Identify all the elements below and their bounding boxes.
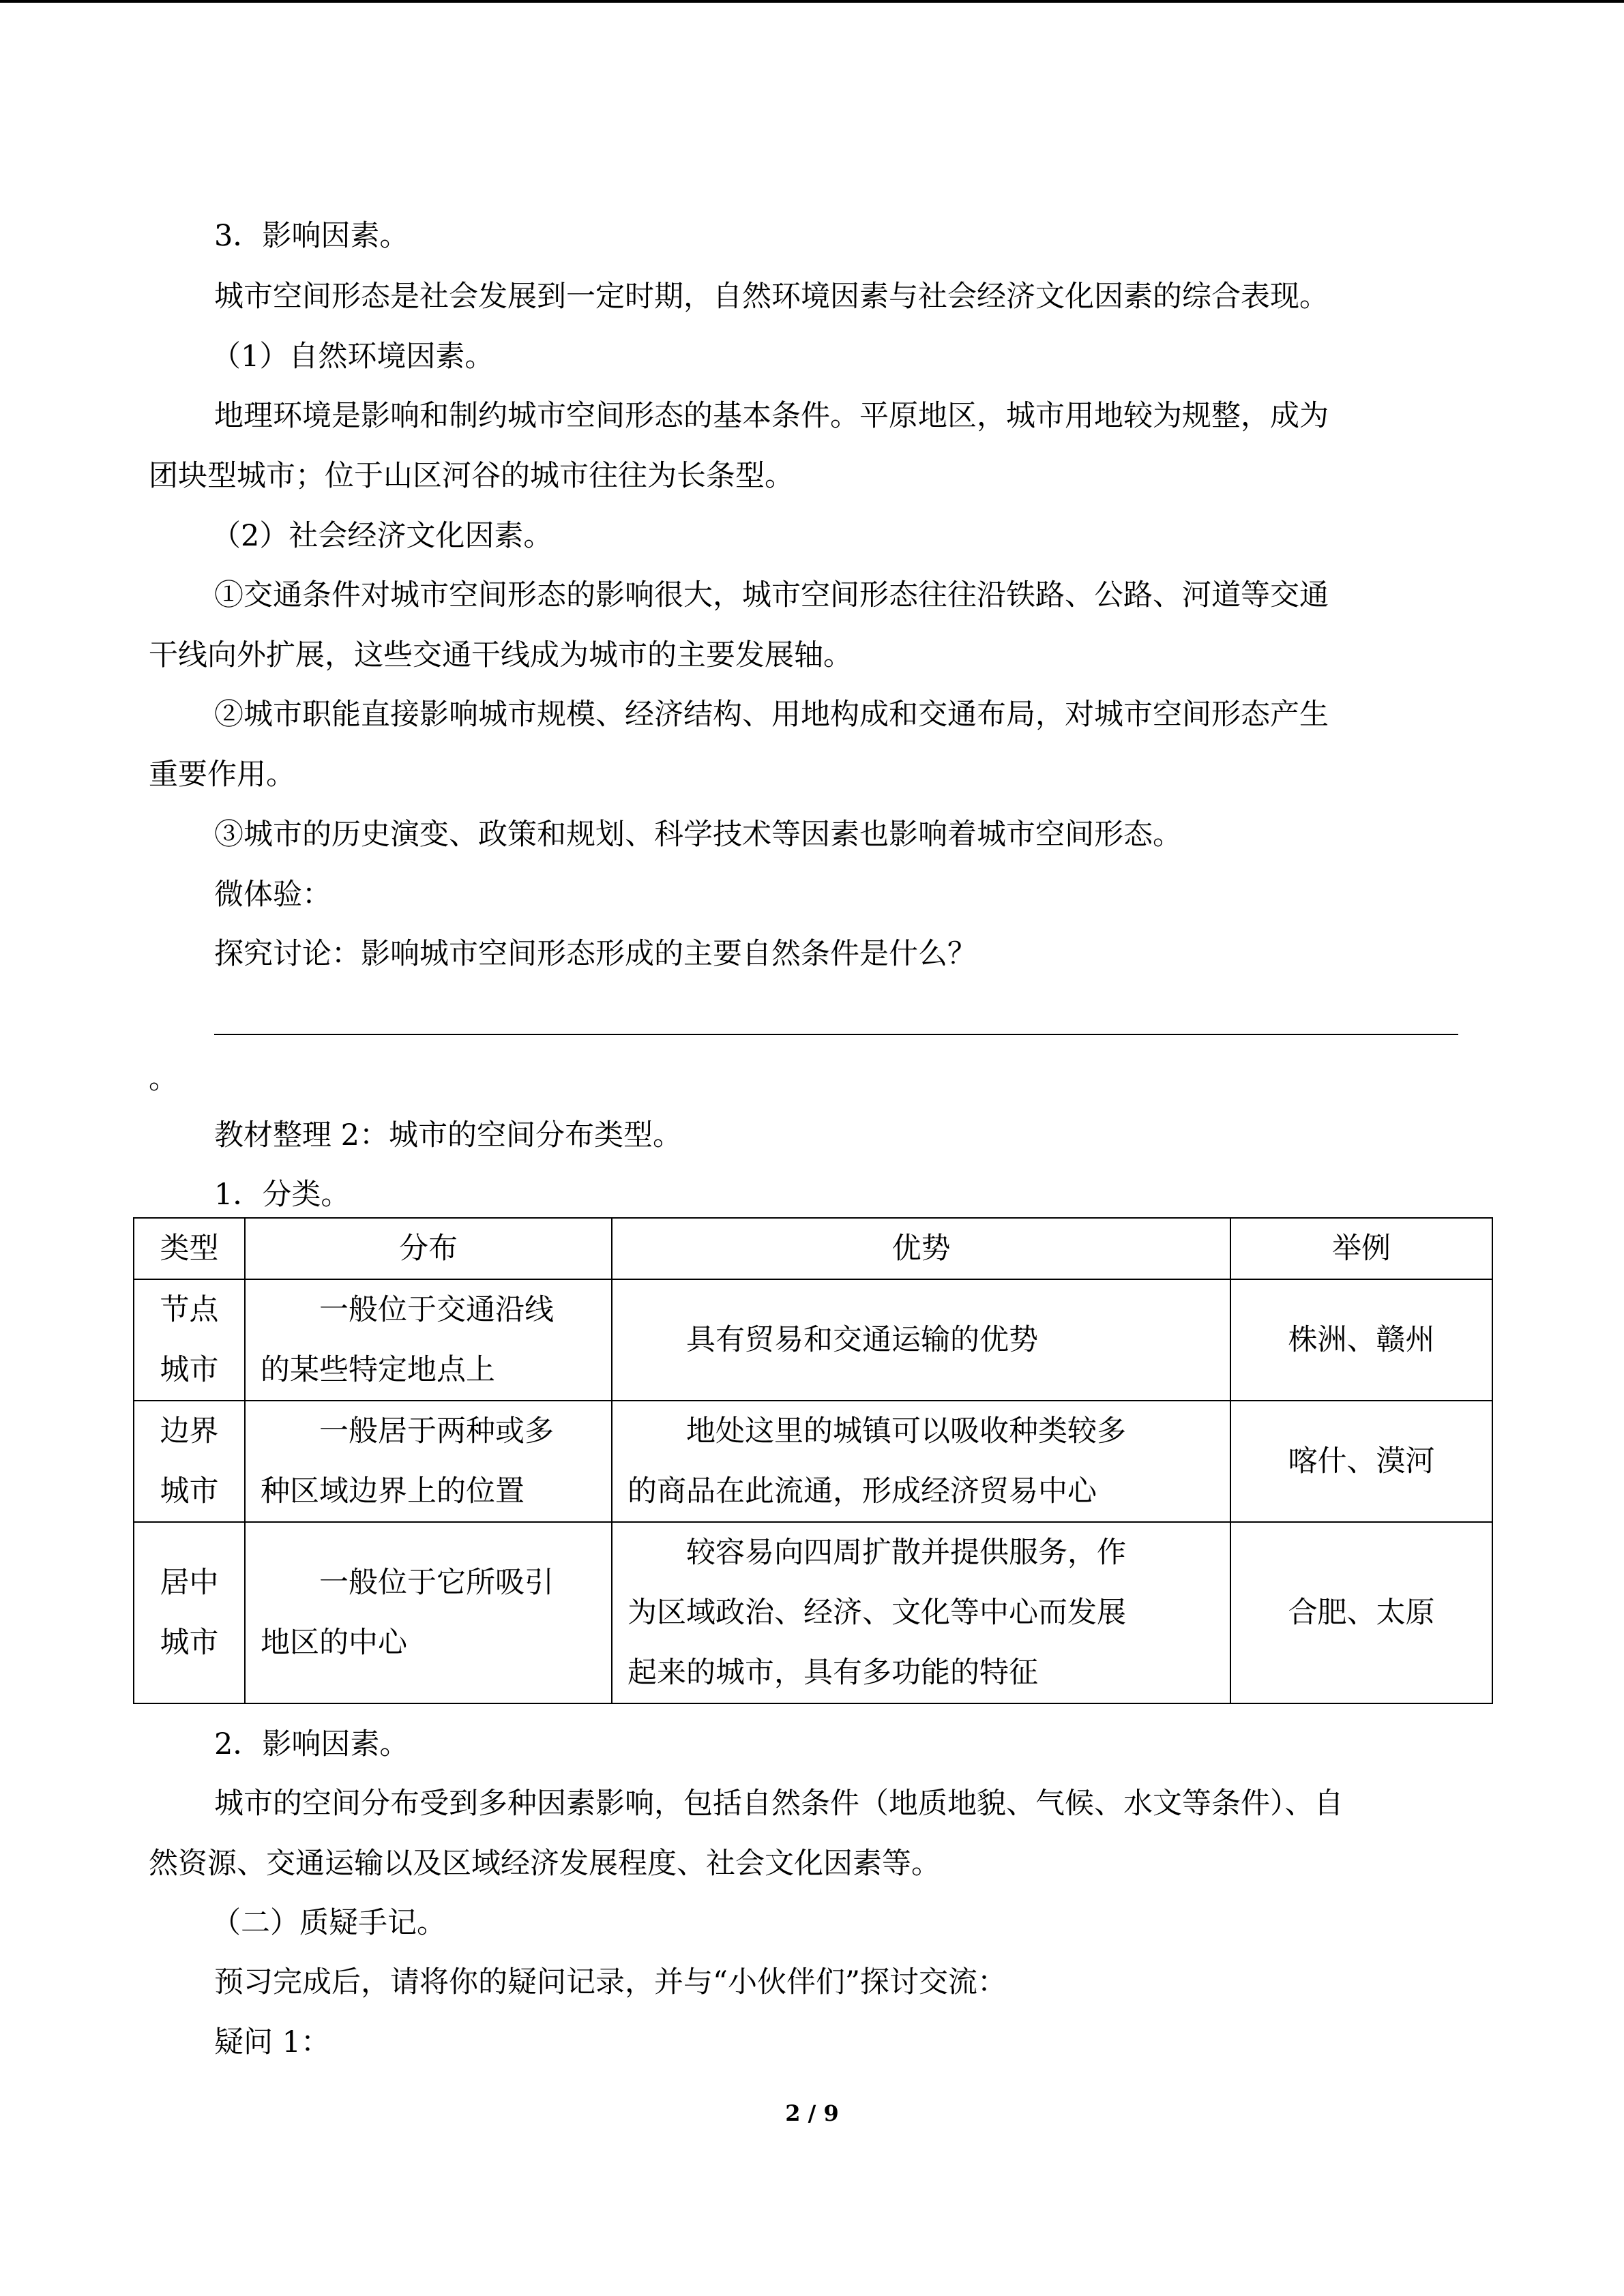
type-line: 城市: [160, 1626, 219, 1660]
type-line: 节点: [160, 1293, 219, 1327]
cell-distribution: [245, 1401, 612, 1522]
table-row: [134, 1401, 1492, 1522]
header-advantage: 优势: [612, 1218, 1230, 1279]
natural-text-1: 地理环境是影响和制约城市空间形态的基本条件。平原地区，城市用地较为规整，成为: [214, 399, 1329, 433]
header-type: 类型: [134, 1218, 245, 1279]
advantage-line: 具有贸易和交通运输的优势: [686, 1323, 1038, 1357]
distribution-line: 一般位于它所吸引: [319, 1566, 554, 1600]
advantage-line: 的商品在此流通，形成经济贸易中心: [628, 1474, 1097, 1508]
cell-example: 喀什、漠河: [1230, 1401, 1492, 1522]
cell-distribution: [245, 1522, 612, 1703]
table-row: [134, 1279, 1492, 1401]
natural-heading: （1）自然环境因素。: [211, 340, 494, 374]
factors-2-text-1: 城市的空间分布受到多种因素影响，包括自然条件（地质地貌、气候、水文等条件）、自: [214, 1787, 1344, 1821]
point1-line2: 干线向外扩展，这些交通干线成为城市的主要发展轴。: [149, 638, 853, 672]
type-line: 城市: [160, 1474, 219, 1508]
cell-distribution: [245, 1279, 612, 1401]
cell-advantage: [612, 1401, 1230, 1522]
distribution-line: 一般居于两种或多: [319, 1414, 554, 1448]
cell-example: 合肥、太原: [1230, 1522, 1492, 1703]
notes-text: 预习完成后，请将你的疑问记录，并与“小伙伴们”探讨交流：: [214, 1965, 1007, 1999]
type-line: 居中: [160, 1566, 219, 1600]
mini-experience-label: 微体验：: [214, 878, 331, 912]
factors-2-text-2: 然资源、交通运输以及区域经济发展程度、社会文化因素等。: [149, 1847, 941, 1881]
notes-heading: （二）质疑手记。: [211, 1906, 446, 1940]
answer-blank-line[interactable]: [214, 1034, 1458, 1035]
factors-heading: 3．影响因素。: [214, 219, 409, 253]
factors-intro: 城市空间形态是社会发展到一定时期，自然环境因素与社会经济文化因素的综合表现。: [214, 280, 1329, 314]
type-line: 边界: [160, 1414, 219, 1448]
question-1-label: 疑问 1：: [214, 2025, 331, 2059]
classification-heading: 1．分类。: [214, 1178, 351, 1212]
cell-type: [134, 1522, 245, 1703]
city-type-table: [133, 1217, 1493, 1704]
point1-line1: ①交通条件对城市空间形态的影响很大，城市空间形态往往沿铁路、公路、河道等交通: [214, 578, 1329, 612]
advantage-line: 为区域政治、经济、文化等中心而发展: [628, 1596, 1126, 1630]
answer-end-mark: 。: [149, 1062, 178, 1096]
social-heading: （2）社会经济文化因素。: [211, 519, 553, 553]
advantage-line: 较容易向四周扩散并提供服务，作: [686, 1536, 1126, 1570]
natural-text-2: 团块型城市；位于山区河谷的城市往往为长条型。: [149, 459, 794, 493]
point2-line2: 重要作用。: [149, 758, 295, 792]
cell-advantage: [612, 1279, 1230, 1401]
type-line: 城市: [160, 1353, 219, 1387]
cell-type: [134, 1279, 245, 1401]
distribution-line: 种区域边界上的位置: [261, 1474, 525, 1508]
distribution-line: 一般位于交通沿线: [319, 1293, 554, 1327]
cell-example: 株洲、赣州: [1230, 1279, 1492, 1401]
factors-2-heading: 2．影响因素。: [214, 1727, 409, 1761]
header-example: 举例: [1230, 1218, 1492, 1279]
header-distribution: 分布: [245, 1218, 612, 1279]
cell-type: [134, 1401, 245, 1522]
point2-line1: ②城市职能直接影响城市规模、经济结构、用地构成和交通布局，对城市空间形态产生: [214, 698, 1329, 732]
distribution-line: 地区的中心: [261, 1626, 407, 1660]
advantage-line: 起来的城市，具有多功能的特征: [628, 1656, 1038, 1690]
advantage-line: 地处这里的城镇可以吸收种类较多: [686, 1414, 1126, 1448]
cell-advantage: [612, 1522, 1230, 1703]
point3: ③城市的历史演变、政策和规划、科学技术等因素也影响着城市空间形态。: [214, 818, 1182, 852]
table-header-row: [134, 1218, 1492, 1279]
distribution-line: 的某些特定地点上: [261, 1353, 495, 1387]
material-2-heading: 教材整理 2：城市的空间分布类型。: [214, 1118, 683, 1152]
table-row: [134, 1522, 1492, 1703]
page-number: 2 / 9: [785, 2100, 839, 2126]
discussion-question: 探究讨论：影响城市空间形态形成的主要自然条件是什么？: [214, 937, 977, 971]
